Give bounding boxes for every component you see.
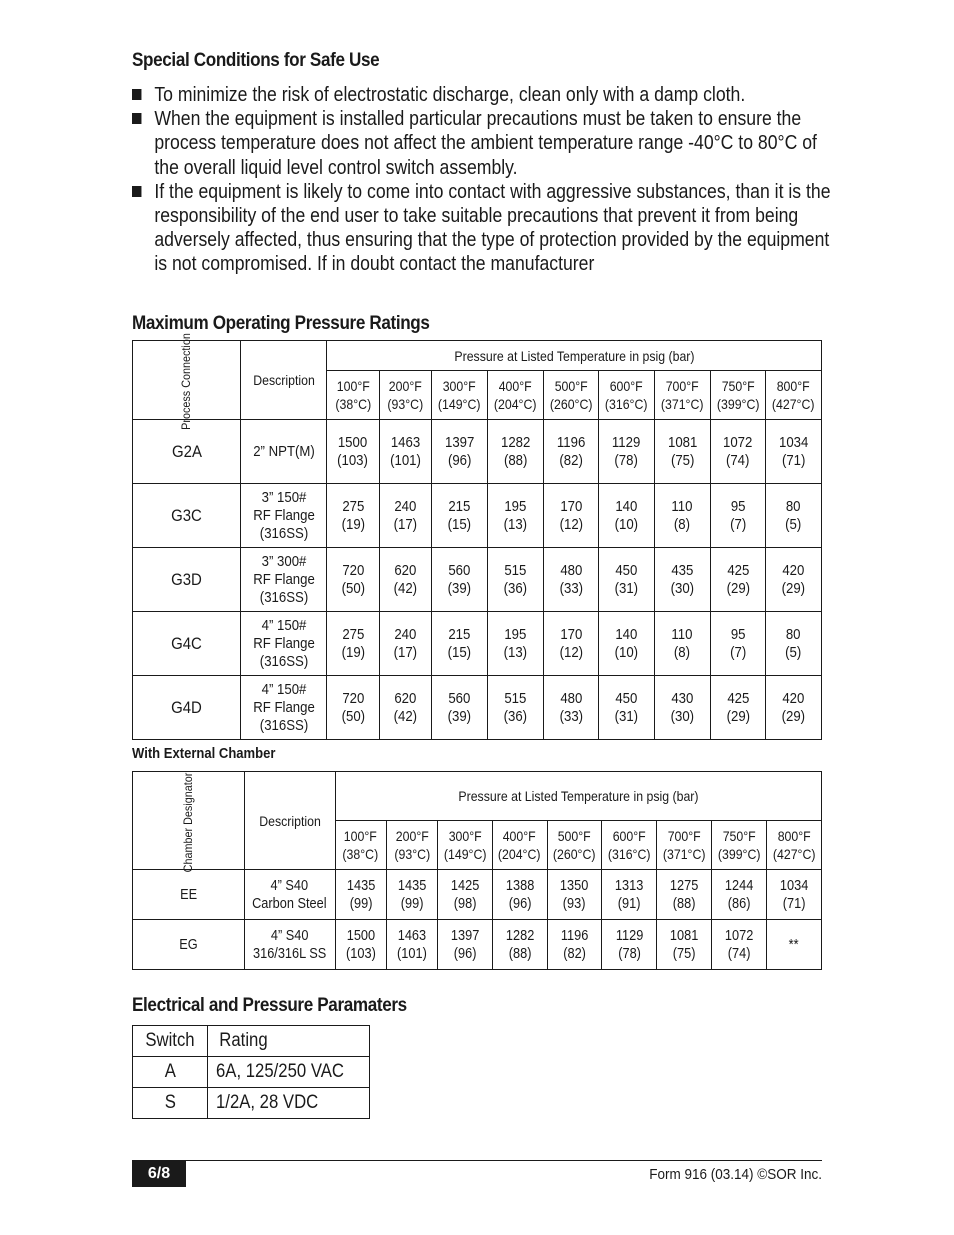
description-cell: 2” NPT(M) [241, 420, 327, 484]
pressure-value-cell: 1313 (91) [602, 870, 657, 920]
pressure-value-cell: 515 (36) [487, 676, 543, 740]
electrical-ratings-table [132, 1025, 370, 1119]
description-cell: 3” 150# RF Flange (316SS) [241, 484, 327, 548]
description-cell: 4” 150# RF Flange (316SS) [241, 676, 327, 740]
footer-rule [132, 1160, 822, 1161]
pressure-value-cell: 720 (50) [327, 548, 380, 612]
pressure-value-cell: 1435 (99) [335, 870, 386, 920]
connection-code-cell: G4D [133, 676, 241, 740]
connection-code-cell: G2A [133, 420, 241, 484]
pressure-value-cell: 1500 (103) [327, 420, 380, 484]
pressure-value-cell: 560 (39) [432, 676, 488, 740]
pressure-value-cell: 435 (30) [654, 548, 710, 612]
pressure-value-cell: 170 (12) [543, 612, 599, 676]
pressure-value-cell: 240 (17) [379, 484, 432, 548]
table-row [133, 1057, 370, 1088]
pressure-value-cell: 95 (7) [710, 484, 766, 548]
pressure-value-cell: 1282 (88) [492, 920, 547, 970]
table-row [133, 548, 822, 612]
pressure-value-cell: 1034 (71) [767, 870, 822, 920]
header-process-connection: Process Connection [133, 341, 241, 420]
pressure-value-cell: 1397 (96) [432, 420, 488, 484]
section-heading-special-conditions: Special Conditions for Safe Use [132, 50, 380, 71]
pressure-value-cell: 480 (33) [543, 548, 599, 612]
rating-cell: 1/2A, 28 VDC [208, 1088, 370, 1119]
pressure-value-cell: 420 (29) [766, 676, 822, 740]
connection-code-cell: G3C [133, 484, 241, 548]
temperature-header-cell: 300°F (149°C) [432, 371, 488, 420]
temperature-header-cell: 800°F (427°C) [767, 821, 822, 870]
pressure-value-cell: 1244 (86) [712, 870, 767, 920]
connection-code-cell: EG [133, 920, 245, 970]
temperature-header-cell: 400°F (204°C) [487, 371, 543, 420]
temperature-header-cell: 750°F (399°C) [712, 821, 767, 870]
table-row [133, 484, 822, 548]
pressure-value-cell: 1034 (71) [766, 420, 822, 484]
temperature-header-cell: 300°F (149°C) [437, 821, 492, 870]
temperature-header-cell: 100°F (38°C) [335, 821, 386, 870]
bullet-text: To minimize the risk of electrostatic discharge, clean only with a damp cloth. [154, 83, 746, 106]
external-chamber-label: With External Chamber [132, 746, 276, 762]
temperature-header-cell: 200°F (93°C) [379, 371, 432, 420]
pressure-value-cell: 195 (13) [487, 612, 543, 676]
header-pressure-span: Pressure at Listed Temperature in psig (bar) [327, 341, 822, 371]
pressure-value-cell: 1072 (74) [710, 420, 766, 484]
pressure-value-cell: 1350 (93) [547, 870, 602, 920]
pressure-value-cell: 1129 (78) [599, 420, 655, 484]
pressure-value-cell: 240 (17) [379, 612, 432, 676]
pressure-value-cell: 1282 (88) [487, 420, 543, 484]
header-rating: Rating [208, 1026, 370, 1057]
pressure-value-cell: 425 (29) [710, 548, 766, 612]
pressure-value-cell: 80 (5) [766, 612, 822, 676]
temperature-header-cell: 750°F (399°C) [710, 371, 766, 420]
pressure-value-cell: 1435 (99) [386, 870, 437, 920]
header-description: Description [244, 772, 335, 870]
pressure-value-cell: 1081 (75) [657, 920, 712, 970]
pressure-value-cell: 1500 (103) [335, 920, 386, 970]
table-row [133, 612, 822, 676]
square-bullet-icon [132, 113, 141, 124]
header-chamber-designator: Chamber Designator [133, 772, 245, 870]
description-cell: 4” S40 316/316L SS [244, 920, 335, 970]
header-description: Description [241, 341, 327, 420]
temperature-header-cell: 800°F (427°C) [766, 371, 822, 420]
pressure-value-cell: 215 (15) [432, 484, 488, 548]
pressure-value-cell: 140 (10) [599, 484, 655, 548]
pressure-value-cell: 1425 (98) [437, 870, 492, 920]
temperature-header-cell: 700°F (371°C) [654, 371, 710, 420]
switch-cell: A [133, 1057, 208, 1088]
pressure-value-cell: 1463 (101) [379, 420, 432, 484]
safety-bullet-list [132, 83, 892, 277]
pressure-value-cell: 620 (42) [379, 548, 432, 612]
form-reference: Form 916 (03.14) ©SOR Inc. [649, 1166, 822, 1183]
switch-cell: S [133, 1088, 208, 1119]
square-bullet-icon [132, 186, 141, 197]
temperature-header-cell: 500°F (260°C) [547, 821, 602, 870]
page-number-badge: 6/8 [132, 1160, 186, 1187]
temperature-header-cell: 600°F (316°C) [602, 821, 657, 870]
pressure-value-cell: 420 (29) [766, 548, 822, 612]
temperature-header-cell: 100°F (38°C) [327, 371, 380, 420]
table-row [133, 420, 822, 484]
pressure-value-cell: 1129 (78) [602, 920, 657, 970]
pressure-value-cell: 80 (5) [766, 484, 822, 548]
connection-code-cell: EE [133, 870, 245, 920]
bullet-item [132, 107, 842, 180]
temperature-header-cell: 600°F (316°C) [599, 371, 655, 420]
external-chamber-table [132, 771, 822, 970]
pressure-value-cell: 720 (50) [327, 676, 380, 740]
pressure-value-cell: 430 (30) [654, 676, 710, 740]
table-row [133, 1088, 370, 1119]
pressure-value-cell: 425 (29) [710, 676, 766, 740]
temperature-header-cell: 200°F (93°C) [386, 821, 437, 870]
description-cell: 3” 300# RF Flange (316SS) [241, 548, 327, 612]
header-switch: Switch [133, 1026, 208, 1057]
pressure-value-cell: 450 (31) [599, 548, 655, 612]
pressure-value-cell: 1388 (96) [492, 870, 547, 920]
pressure-value-cell: 1072 (74) [712, 920, 767, 970]
temperature-header-cell: 700°F (371°C) [657, 821, 712, 870]
pressure-value-cell: 515 (36) [487, 548, 543, 612]
pressure-ratings-table [132, 333, 822, 740]
bullet-text: When the equipment is installed particular precautions must be taken to ensure the process temperature does not affect the ambient temperature range -40°C to 80°C of the overall liquid level control switch assembly. [154, 107, 817, 179]
pressure-value-cell: 1081 (75) [654, 420, 710, 484]
pressure-value-cell: 1397 (96) [437, 920, 492, 970]
bullet-item [132, 180, 842, 277]
connection-code-cell: G4C [133, 612, 241, 676]
pressure-value-cell: 620 (42) [379, 676, 432, 740]
pressure-value-cell: 215 (15) [432, 612, 488, 676]
temperature-header-cell: 400°F (204°C) [492, 821, 547, 870]
pressure-value-cell: 195 (13) [487, 484, 543, 548]
pressure-value-cell: 110 (8) [654, 612, 710, 676]
pressure-value-cell: 275 (19) [327, 484, 380, 548]
connection-code-cell: G3D [133, 548, 241, 612]
bullet-text: If the equipment is likely to come into contact with aggressive substances, than it is the responsibility of the end user to take suitable precautions that prevent it from being adversely affected, thus ensuring that the type of protection provided by the equipment is not compromised. If in doubt contact the manufacturer [154, 179, 831, 276]
section-heading-electrical: Electrical and Pressure Paramaters [132, 995, 407, 1016]
table-row [133, 920, 822, 970]
rating-cell: 6A, 125/250 VAC [208, 1057, 370, 1088]
description-cell: 4” 150# RF Flange (316SS) [241, 612, 327, 676]
pressure-value-cell: 275 (19) [327, 612, 380, 676]
pressure-value-cell: 110 (8) [654, 484, 710, 548]
pressure-value-cell: 1196 (82) [543, 420, 599, 484]
temperature-header-cell: 500°F (260°C) [543, 371, 599, 420]
pressure-value-cell: 1196 (82) [547, 920, 602, 970]
bullet-item [132, 83, 842, 107]
pressure-value-cell: ** [767, 920, 822, 970]
pressure-value-cell: 560 (39) [432, 548, 488, 612]
header-pressure-span: Pressure at Listed Temperature in psig (bar) [335, 772, 821, 821]
pressure-value-cell: 95 (7) [710, 612, 766, 676]
description-cell: 4” S40 Carbon Steel [244, 870, 335, 920]
pressure-value-cell: 1463 (101) [386, 920, 437, 970]
table-row [133, 676, 822, 740]
pressure-value-cell: 480 (33) [543, 676, 599, 740]
square-bullet-icon [132, 89, 141, 100]
pressure-value-cell: 170 (12) [543, 484, 599, 548]
section-heading-pressure-ratings: Maximum Operating Pressure Ratings [132, 313, 430, 334]
table-row [133, 870, 822, 920]
pressure-value-cell: 450 (31) [599, 676, 655, 740]
pressure-value-cell: 1275 (88) [657, 870, 712, 920]
pressure-value-cell: 140 (10) [599, 612, 655, 676]
